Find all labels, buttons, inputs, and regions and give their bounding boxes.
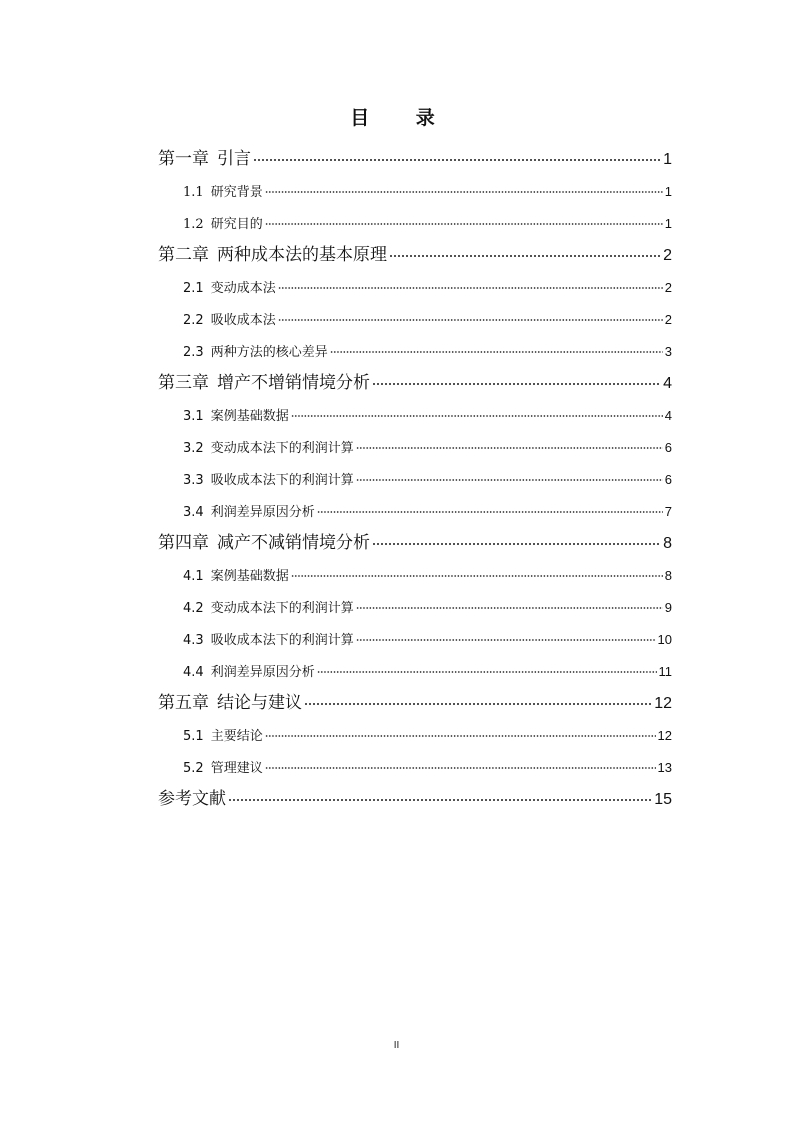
page-number-footer: II (393, 1040, 400, 1051)
toc-entry-page: 12 (654, 695, 672, 712)
toc-entry-page: 15 (654, 791, 672, 808)
toc-entry-label: 研究背景 (210, 185, 263, 200)
toc-entry-section-2-3[interactable] (158, 334, 672, 366)
toc-entry-page: 12 (657, 728, 672, 743)
toc-entry-label: 主要结论 (210, 729, 263, 744)
dot-leader (291, 575, 663, 577)
toc-entry-section-2-2[interactable] (158, 302, 672, 334)
toc-entry-number: 2.3 (183, 345, 204, 360)
toc-entry-number: 4.2 (183, 601, 204, 616)
dot-leader (278, 287, 663, 289)
toc-entry-section-4-3[interactable] (158, 622, 672, 654)
toc-entry-page: 11 (658, 664, 672, 679)
toc-entry-label: 引言 (217, 149, 251, 169)
toc-entry-page: 7 (664, 504, 672, 519)
toc-entry-section-1-1[interactable] (158, 174, 672, 206)
toc-entry-chapter-2[interactable] (158, 238, 672, 270)
toc-entry-number: 4.3 (183, 633, 204, 648)
toc-entry-page: 6 (664, 440, 672, 455)
toc-entry-number: 第二章 (158, 245, 209, 265)
toc-entry-section-3-3[interactable] (158, 462, 672, 494)
toc-entry-number: 第四章 (158, 533, 209, 553)
toc-entry-page: 2 (663, 247, 672, 264)
toc-title: 目 录 (350, 107, 455, 129)
toc-entry-label: 利润差异原因分析 (210, 505, 315, 520)
toc-entry-label: 管理建议 (210, 761, 263, 776)
toc-entry-section-1-2[interactable] (158, 206, 672, 238)
toc-entry-chapter-4[interactable] (158, 526, 672, 558)
dot-leader (265, 191, 663, 193)
dot-leader (291, 415, 663, 417)
toc-entry-number: 1.1 (183, 185, 204, 200)
dot-leader (265, 767, 656, 769)
toc-entry-section-5-1[interactable] (158, 718, 672, 750)
toc-entry-label: 变动成本法下的利润计算 (210, 441, 354, 456)
toc-entry-page: 1 (664, 184, 672, 199)
dot-leader (317, 511, 663, 513)
toc-entry-number: 4.1 (183, 569, 204, 584)
dot-leader (389, 255, 661, 257)
toc-entry-page: 2 (664, 280, 672, 295)
toc-entry-label: 结论与建议 (217, 693, 302, 713)
dot-leader (330, 351, 663, 353)
toc-entry-section-4-2[interactable] (158, 590, 672, 622)
toc-entry-references[interactable] (158, 782, 672, 814)
toc-entry-section-3-4[interactable] (158, 494, 672, 526)
toc-entry-label: 吸收成本法 (210, 313, 276, 328)
dot-leader (304, 703, 652, 705)
dot-leader (356, 447, 663, 449)
toc-entry-page: 1 (663, 151, 672, 168)
dot-leader (253, 159, 661, 161)
dot-leader (356, 639, 656, 641)
toc-entry-number: 5.1 (183, 729, 204, 744)
toc-entry-page: 6 (664, 472, 672, 487)
dot-leader (278, 319, 663, 321)
toc-entry-section-4-4[interactable] (158, 654, 672, 686)
dot-leader (265, 735, 656, 737)
dot-leader (265, 223, 663, 225)
toc-entry-page: 4 (663, 375, 672, 392)
toc-entry-label: 变动成本法下的利润计算 (210, 601, 354, 616)
toc-entry-label: 参考文献 (158, 789, 226, 809)
toc-entry-number: 第三章 (158, 373, 209, 393)
toc-entry-section-2-1[interactable] (158, 270, 672, 302)
toc-entry-number: 3.2 (183, 441, 204, 456)
toc-entry-label: 增产不增销情境分析 (217, 373, 370, 393)
toc-entry-page: 8 (664, 568, 672, 583)
toc-entry-page: 1 (664, 216, 672, 231)
toc-entry-label: 变动成本法 (210, 281, 276, 296)
toc-entry-chapter-3[interactable] (158, 366, 672, 398)
toc-entry-number: 3.4 (183, 505, 204, 520)
toc-entry-number: 3.3 (183, 473, 204, 488)
toc-entry-label: 案例基础数据 (210, 409, 289, 424)
dot-leader (356, 607, 663, 609)
dot-leader (228, 799, 652, 801)
toc-entry-number: 5.2 (183, 761, 204, 776)
toc-entry-label: 减产不减销情境分析 (217, 533, 370, 553)
toc-entry-number: 2.1 (183, 281, 204, 296)
toc-entry-page: 10 (657, 632, 672, 647)
toc-entry-label: 两种成本法的基本原理 (217, 245, 387, 265)
toc-entry-number: 1.2 (183, 217, 204, 232)
toc-entry-label: 两种方法的核心差异 (210, 345, 328, 360)
toc-entry-chapter-5[interactable] (158, 686, 672, 718)
dot-leader (372, 543, 661, 545)
toc-entry-number: 2.2 (183, 313, 204, 328)
toc-entry-section-4-1[interactable] (158, 558, 672, 590)
toc-entry-page: 13 (657, 760, 672, 775)
toc-entry-label: 案例基础数据 (210, 569, 289, 584)
toc-entry-section-3-2[interactable] (158, 430, 672, 462)
toc-entry-label: 利润差异原因分析 (210, 665, 315, 680)
table-of-contents (158, 142, 672, 814)
toc-entry-number: 第一章 (158, 149, 209, 169)
toc-entry-page: 9 (664, 600, 672, 615)
dot-leader (372, 383, 661, 385)
toc-entry-page: 3 (664, 344, 672, 359)
dot-leader (317, 671, 657, 673)
toc-entry-label: 吸收成本法下的利润计算 (210, 633, 354, 648)
toc-entry-section-5-2[interactable] (158, 750, 672, 782)
toc-entry-label: 研究目的 (210, 217, 263, 232)
toc-entry-chapter-1[interactable] (158, 142, 672, 174)
toc-entry-label: 吸收成本法下的利润计算 (210, 473, 354, 488)
dot-leader (356, 479, 663, 481)
toc-entry-number: 4.4 (183, 665, 204, 680)
toc-entry-page: 4 (664, 408, 672, 423)
toc-entry-number: 3.1 (183, 409, 204, 424)
toc-entry-page: 8 (663, 535, 672, 552)
toc-entry-page: 2 (664, 312, 672, 327)
toc-entry-number: 第五章 (158, 693, 209, 713)
toc-entry-section-3-1[interactable] (158, 398, 672, 430)
